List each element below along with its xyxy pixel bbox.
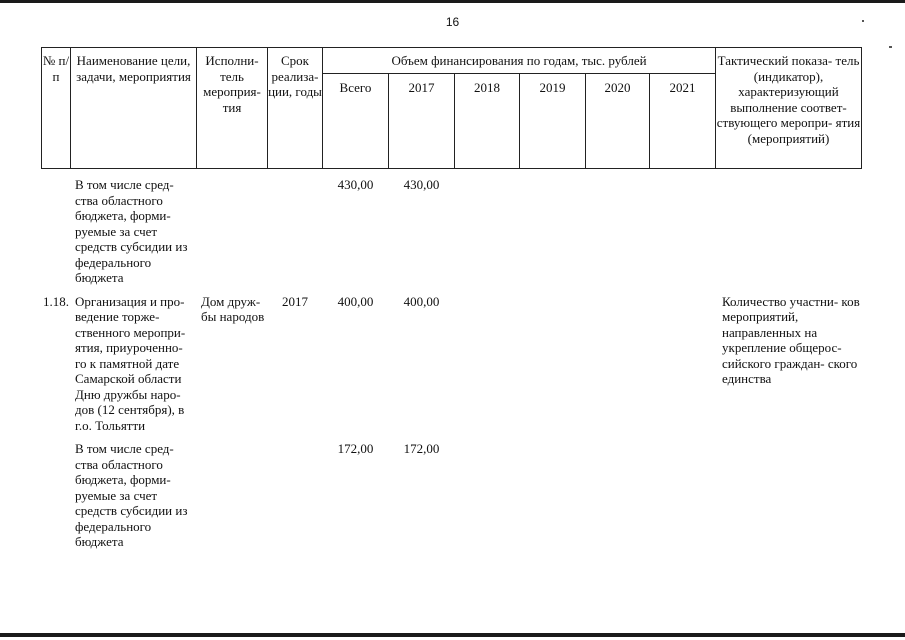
row-name: В том числе сред- ства областного бюджета, форми- руемые за счет средств субсидии из федерального бюджета xyxy=(75,441,188,549)
header-name: Наименование цели, задачи, мероприятия xyxy=(71,48,197,169)
scan-edge-bottom xyxy=(0,633,905,637)
row-indicator xyxy=(716,441,862,558)
header-year-2021: 2021 xyxy=(650,74,716,169)
row-2017: 430,00 xyxy=(403,177,440,192)
row-2019 xyxy=(520,441,586,558)
row-2020 xyxy=(586,441,650,558)
row-2018 xyxy=(455,294,520,442)
row-2019 xyxy=(520,294,586,442)
row-2020 xyxy=(586,177,650,294)
row-2021 xyxy=(650,441,716,558)
row-total: 400,00 xyxy=(337,293,374,309)
row-2017: 400,00 xyxy=(403,293,440,309)
row-term xyxy=(268,177,323,294)
row-2021 xyxy=(650,294,716,442)
row-total: 430,00 xyxy=(337,177,374,192)
header-year-2020: 2020 xyxy=(586,74,650,169)
header-total: Всего xyxy=(323,74,389,169)
row-2021 xyxy=(650,177,716,294)
row-2020 xyxy=(586,294,650,442)
row-number xyxy=(42,177,71,294)
row-name: В том числе сред- ства областного бюджета, форми- руемые за счет средств субсидии из федерального бюджета xyxy=(75,177,188,285)
header-term: Срок реализа- ции, годы xyxy=(268,48,323,169)
row-total: 172,00 xyxy=(337,441,374,456)
row-2017: 172,00 xyxy=(403,441,440,456)
header-executor: Исполни- тель мероприя- тия xyxy=(197,48,268,169)
header-year-2018: 2018 xyxy=(455,74,520,169)
row-indicator xyxy=(716,177,862,294)
row-executor: Дом друж- бы народов xyxy=(201,293,265,324)
page-number: 16 xyxy=(445,15,460,29)
scan-edge-top xyxy=(0,0,905,3)
row-term xyxy=(268,441,323,558)
row-term: 2017 xyxy=(282,293,308,309)
table-row xyxy=(42,294,862,442)
row-2018 xyxy=(455,441,520,558)
row-number xyxy=(42,441,71,558)
row-name: Организация и про- ведение торже- ственного меропри- ятия, приуроченно- го к памятной дате Самарской области Дню дружбы наро- дов (12 сентября), в г.о. Тольятти xyxy=(75,293,186,433)
row-indicator: Количество участни- ков мероприятий, направленных на укрепление общерос- сийского граждан- ского единства xyxy=(722,293,860,386)
table-row xyxy=(42,177,862,294)
row-executor xyxy=(197,177,268,294)
header-indicator: Тактический показа- тель (индикатор), характеризующий выполнение соответ- ствующего меропри- ятия (мероприятий) xyxy=(716,48,862,169)
table-row xyxy=(42,441,862,558)
row-2019 xyxy=(520,177,586,294)
header-number: № п/п xyxy=(42,48,71,169)
header-year-2017: 2017 xyxy=(389,74,455,169)
row-number: 1.18. xyxy=(43,293,69,309)
row-executor xyxy=(197,441,268,558)
header-year-2019: 2019 xyxy=(520,74,586,169)
scan-speck xyxy=(889,46,892,48)
row-2018 xyxy=(455,177,520,294)
header-funding-group: Объем финансирования по годам, тыс. рублей xyxy=(323,48,716,74)
funding-plan-table xyxy=(41,47,862,558)
